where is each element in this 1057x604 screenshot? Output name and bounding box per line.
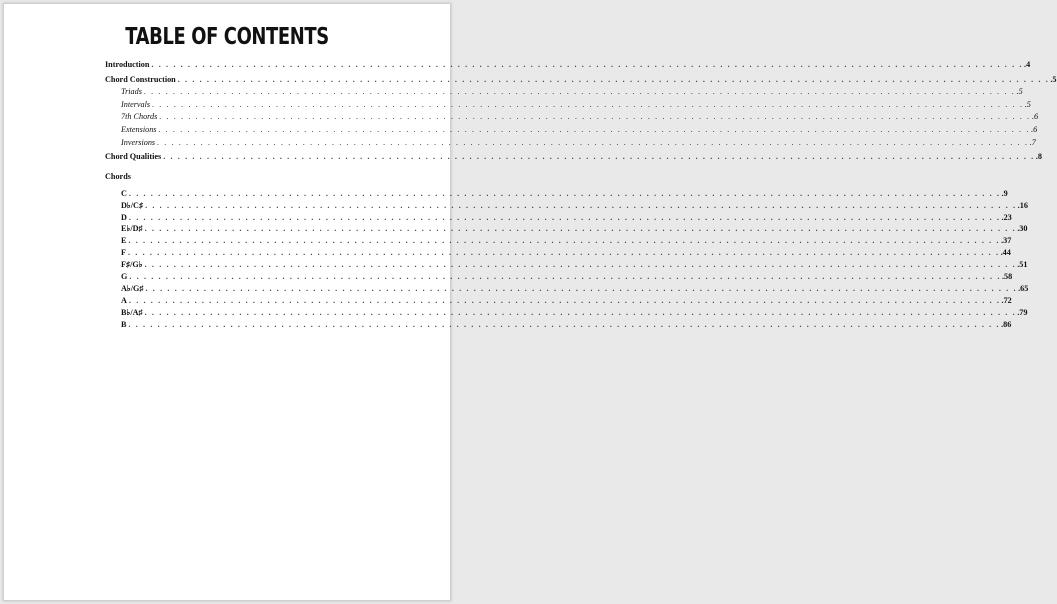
chord-label: D — [121, 212, 127, 222]
toc-chord-entry[interactable] — [105, 212, 1012, 224]
toc-entry-label: Triads — [121, 87, 142, 97]
dot-leader: . . . . . . . . . . . . . . . . . . . . . . . . . . . . . . . . . . . . . . . . . . . . . . . . . . . . . . . . . . . . . . . . . . . . . . . . . . . . . . . . . . . . . . . . . . . . . . . . . . . . . . . . . . . . . . . . . . . . . . . . — [128, 212, 1001, 222]
table-of-contents — [105, 59, 1057, 330]
toc-entry-page: .4 — [1024, 60, 1031, 69]
dot-leader: . . . . . . . . . . . . . . . . . . . . . . . . . . . . . . . . . . . . . . . . . . . . . . . . . . . . . . . . . . . . . . . . . . . . . . . . . . . . . . . . . . . . . . . . . . . . . . . . . . . . . . . . . . . . . . . . . . . . . . . . — [158, 124, 1031, 134]
chord-label: E♭/D♯ — [121, 224, 143, 234]
dot-leader: . . . . . . . . . . . . . . . . . . . . . . . . . . . . . . . . . . . . . . . . . . . . . . . . . . . . . . . . . . . . . . . . . . . . . . . . . . . . . . . . . . . . . . . . . . . . . . . . . . . . . . . . . . . . . . . . . . . . . . . . — [152, 99, 1024, 109]
chord-label: F — [121, 248, 127, 258]
chord-page: .16 — [1017, 200, 1028, 210]
toc-entry-introduction[interactable] — [105, 59, 1031, 72]
dot-leader: . . . . . . . . . . . . . . . . . . . . . . . . . . . . . . . . . . . . . . . . . . . . . . . . . . . . . . . . . . . . . . . . . . . . . . . . . . . . . . . . . . . . . . . . . . . . . . . . . . . . . . . . . . . . . . . . . . . . . . . . — [128, 188, 1001, 198]
toc-entry-label: Chord Construction — [105, 74, 176, 84]
dot-leader: . . . . . . . . . . . . . . . . . . . . . . . . . . . . . . . . . . . . . . . . . . . . . . . . . . . . . . . . . . . . . . . . . . . . . . . . . . . . . . . . . . . . . . . . . . . . . . . . . . . . . . . . . . . . . . . . . . . . . . . . — [163, 152, 1035, 162]
dot-leader: . . . . . . . . . . . . . . . . . . . . . . . . . . . . . . . . . . . . . . . . . . . . . . . . . . . . . . . . . . . . . . . . . . . . . . . . . . . . . . . . . . . . . . . . . . . . . . . . . . . . . . . . . . . . . . . . . . . . . . . . — [128, 236, 1001, 246]
dot-leader: . . . . . . . . . . . . . . . . . . . . . . . . . . . . . . . . . . . . . . . . . . . . . . . . . . . . . . . . . . . . . . . . . . . . . . . . . . . . . . . . . . . . . . . . . . . . . . . . . . . . . . . . . . . . . . . . . . . . . . . . — [144, 260, 1017, 270]
dot-leader: . . . . . . . . . . . . . . . . . . . . . . . . . . . . . . . . . . . . . . . . . . . . . . . . . . . . . . . . . . . . . . . . . . . . . . . . . . . . . . . . . . . . . . . . . . . . . . . . . . . . . . . . . . . . . . . . . . . . . . . . — [128, 319, 1001, 329]
toc-entry-page: .6 — [1031, 112, 1039, 122]
toc-entry-chord-construction[interactable] — [105, 74, 1057, 87]
toc-chord-entry[interactable] — [105, 259, 1028, 271]
dot-leader: . . . . . . . . . . . . . . . . . . . . . . . . . . . . . . . . . . . . . . . . . . . . . . . . . . . . . . . . . . . . . . . . . . . . . . . . . . . . . . . . . . . . . . . . . . . . . . . . . . . . . . . . . . . . . . . . . . . . . . . . — [145, 283, 1018, 293]
toc-chord-entry[interactable] — [105, 235, 1012, 247]
toc-entry-page: .7 — [1029, 137, 1036, 147]
toc-chord-entry[interactable] — [105, 188, 1008, 200]
toc-entry-page: .5 — [1016, 87, 1023, 97]
chord-label: D♭/C♯ — [121, 200, 144, 210]
toc-chord-entry[interactable] — [105, 247, 1011, 259]
toc-entry-label: Extensions — [121, 124, 157, 134]
toc-chord-entry[interactable] — [105, 271, 1013, 283]
chord-page: .23 — [1001, 212, 1012, 222]
chord-page: .65 — [1018, 283, 1029, 293]
chord-label: C — [121, 188, 127, 198]
dot-leader: . . . . . . . . . . . . . . . . . . . . . . . . . . . . . . . . . . . . . . . . . . . . . . . . . . . . . . . . . . . . . . . . . . . . . . . . . . . . . . . . . . . . . . . . . . . . . . . . . . . . . . . . . . . . . . . . . . . . . . . . — [145, 200, 1017, 210]
document-page — [3, 3, 1057, 601]
toc-entry-label: Introduction — [105, 60, 150, 69]
chord-page: .37 — [1001, 236, 1012, 246]
toc-chord-entry[interactable] — [105, 319, 1012, 331]
chord-page: .79 — [1017, 307, 1028, 317]
chord-page: .72 — [1001, 295, 1012, 305]
dot-leader: . . . . . . . . . . . . . . . . . . . . . . . . . . . . . . . . . . . . . . . . . . . . . . . . . . . . . . . . . . . . . . . . . . . . . . . . . . . . . . . . . . . . . . . . . . . . . . . . . . . . . . . . . . . . . . . . . . . . . . . . — [159, 112, 1031, 122]
toc-entry-intervals[interactable] — [105, 99, 1031, 112]
chord-label: A — [121, 295, 127, 305]
toc-entry-label: 7th Chords — [121, 112, 158, 122]
dot-leader: . . . . . . . . . . . . . . . . . . . . . . . . . . . . . . . . . . . . . . . . . . . . . . . . . . . . . . . . . . . . . . . . . . . . . . . . . . . . . . . . . . . . . . . . . . . . . . . . . . . . . . . . . . . . . . . . . . . . . . . . — [129, 271, 1001, 281]
toc-entry-page: .5 — [1024, 99, 1031, 109]
dot-leader: . . . . . . . . . . . . . . . . . . . . . . . . . . . . . . . . . . . . . . . . . . . . . . . . . . . . . . . . . . . . . . . . . . . . . . . . . . . . . . . . . . . . . . . . . . . . . . . . . . . . . . . . . . . . . . . . . . . . . . . . — [157, 137, 1029, 147]
toc-entry-label: Inversions — [121, 137, 156, 147]
toc-entry-label: Chord Qualities — [105, 152, 162, 162]
chord-label: F♯/G♭ — [121, 260, 143, 270]
toc-chord-entry[interactable] — [105, 307, 1028, 319]
dot-leader: . . . . . . . . . . . . . . . . . . . . . . . . . . . . . . . . . . . . . . . . . . . . . . . . . . . . . . . . . . . . . . . . . . . . . . . . . . . . . . . . . . . . . . . . . . . . . . . . . . . . . . . . . . . . . . . . . . . . . . . . — [151, 60, 1024, 69]
dot-leader: . . . . . . . . . . . . . . . . . . . . . . . . . . . . . . . . . . . . . . . . . . . . . . . . . . . . . . . . . . . . . . . . . . . . . . . . . . . . . . . . . . . . . . . . . . . . . . . . . . . . . . . . . . . . . . . . . . . . . . . . — [128, 295, 1001, 305]
toc-entry-inversions[interactable] — [105, 137, 1036, 150]
dot-leader: . . . . . . . . . . . . . . . . . . . . . . . . . . . . . . . . . . . . . . . . . . . . . . . . . . . . . . . . . . . . . . . . . . . . . . . . . . . . . . . . . . . . . . . . . . . . . . . . . . . . . . . . . . . . . . . . . . . . . . . . — [143, 87, 1016, 97]
chord-label: E — [121, 236, 127, 246]
toc-chord-entry[interactable] — [105, 200, 1028, 212]
toc-entry-extensions[interactable] — [105, 124, 1038, 137]
chord-page: .9 — [1001, 188, 1008, 198]
chord-page: .86 — [1001, 319, 1012, 329]
toc-entry-label: Intervals — [121, 99, 151, 109]
toc-chord-entry[interactable] — [105, 295, 1012, 307]
chord-label: B♭/A♯ — [121, 307, 143, 317]
toc-entry-chord-qualities[interactable] — [105, 151, 1042, 164]
chord-page: .44 — [1000, 248, 1011, 258]
toc-entry-page: .6 — [1031, 124, 1038, 134]
chord-page: .58 — [1001, 271, 1013, 281]
toc-chord-entry[interactable] — [105, 223, 1028, 235]
toc-entry-page: .8 — [1035, 152, 1042, 162]
dot-leader: . . . . . . . . . . . . . . . . . . . . . . . . . . . . . . . . . . . . . . . . . . . . . . . . . . . . . . . . . . . . . . . . . . . . . . . . . . . . . . . . . . . . . . . . . . . . . . . . . . . . . . . . . . . . . . . . . . . . . . . . — [128, 248, 1000, 258]
toc-entry-page: .5 — [1050, 74, 1057, 84]
chords-section-heading: Chords — [105, 171, 131, 181]
chord-label: G — [121, 271, 128, 281]
chord-label: A♭/G♯ — [121, 283, 144, 293]
toc-chord-entry[interactable] — [105, 283, 1029, 295]
dot-leader: . . . . . . . . . . . . . . . . . . . . . . . . . . . . . . . . . . . . . . . . . . . . . . . . . . . . . . . . . . . . . . . . . . . . . . . . . . . . . . . . . . . . . . . . . . . . . . . . . . . . . . . . . . . . . . . . . . . . . . . . — [177, 74, 1050, 84]
dot-leader: . . . . . . . . . . . . . . . . . . . . . . . . . . . . . . . . . . . . . . . . . . . . . . . . . . . . . . . . . . . . . . . . . . . . . . . . . . . . . . . . . . . . . . . . . . . . . . . . . . . . . . . . . . . . . . . . . . . . . . . . — [144, 224, 1017, 234]
toc-entry-7th-chords[interactable] — [105, 111, 1039, 124]
chords-list — [105, 188, 1029, 331]
toc-entry-triads[interactable] — [105, 86, 1023, 99]
chord-page: .30 — [1017, 224, 1028, 234]
chord-page: .51 — [1017, 260, 1028, 270]
dot-leader: . . . . . . . . . . . . . . . . . . . . . . . . . . . . . . . . . . . . . . . . . . . . . . . . . . . . . . . . . . . . . . . . . . . . . . . . . . . . . . . . . . . . . . . . . . . . . . . . . . . . . . . . . . . . . . . . . . . . . . . . — [144, 307, 1017, 317]
page-title: TABLE OF CONTENTS — [125, 24, 329, 50]
chord-label: B — [121, 319, 127, 329]
